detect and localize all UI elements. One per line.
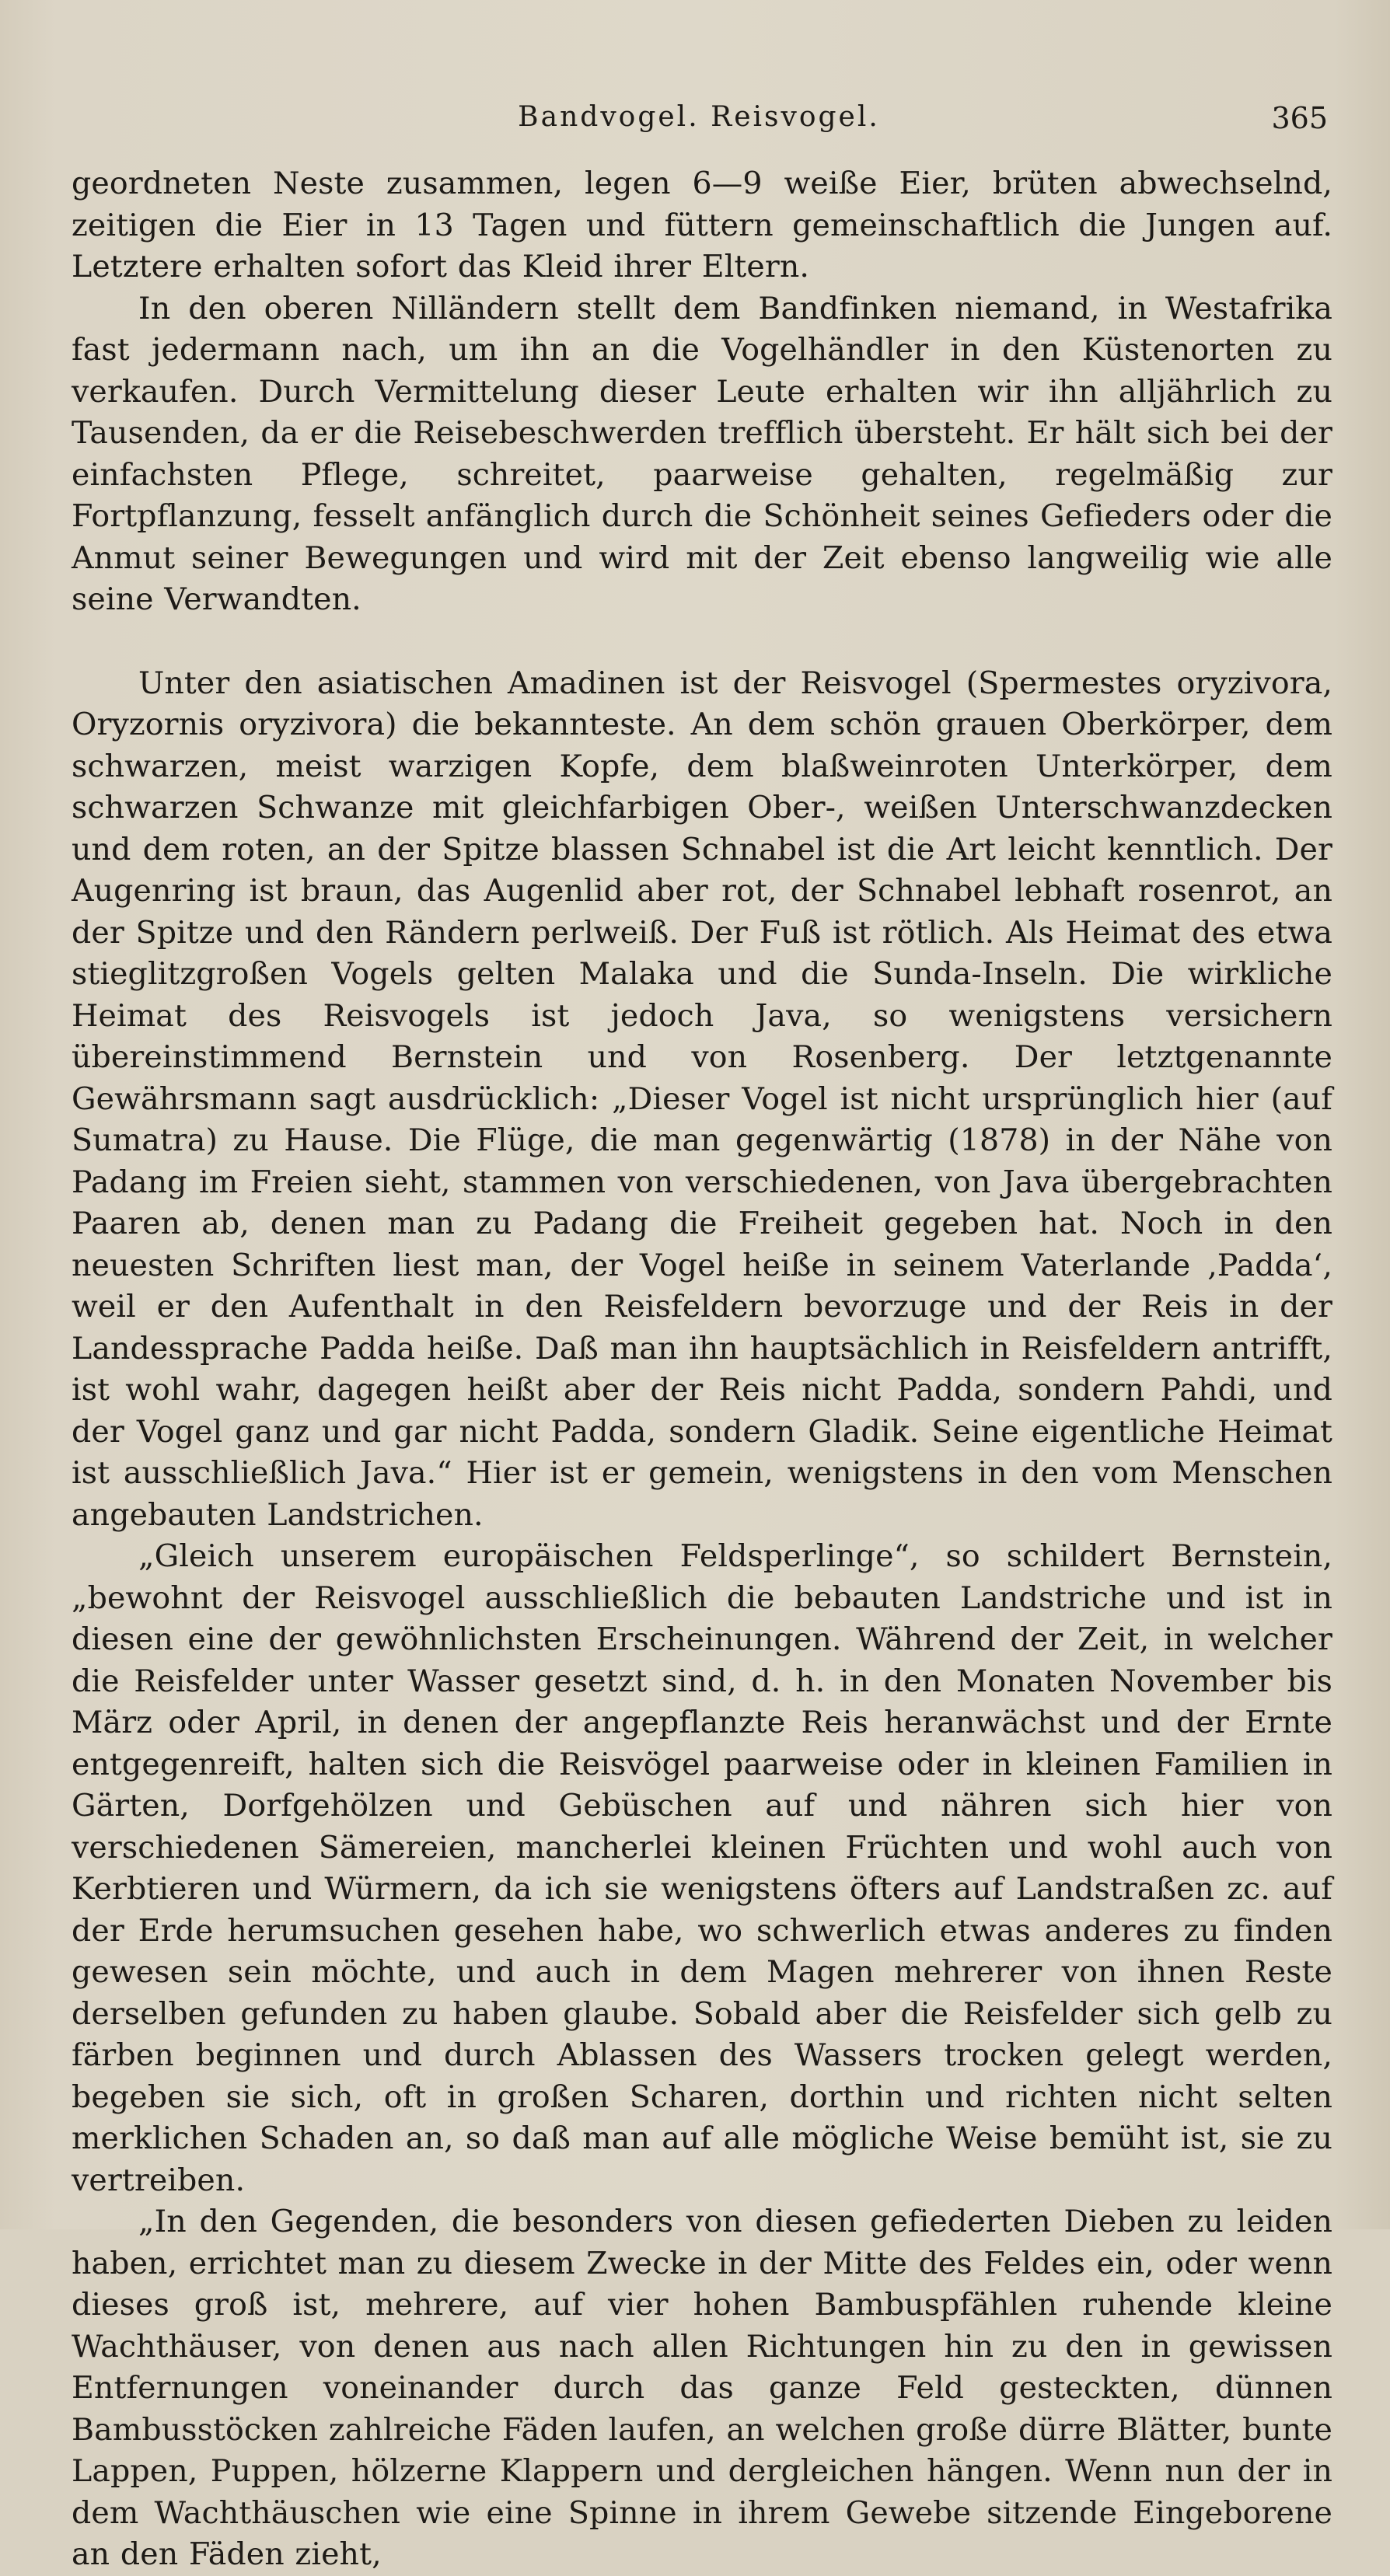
paragraph-5: „In den Gegenden, die besonders von diesen gefiederten Dieben zu leiden haben, errichtet man zu diesem Zwecke in der Mitte des Feldes ein, oder wenn dieses groß ist, mehrere, auf vier hohen Bambuspfählen ruhende kleine Wachthäuser, von denen aus nach allen Richtungen hin zu den in gewissen Entfernungen voneinander durch das ganze Feld gesteckten, dünnen Bambusstöcken zahlreiche Fäden laufen, an welchen große dürre Blätter, bunte Lappen, Puppen, hölzerne Klappern und dergleichen hängen. Wenn nun der in dem Wachthäuschen wie eine Spinne in ihrem Gewebe sitzende Eingeborene an den Fäden zieht,	[72, 2204, 1332, 2572]
paragraph-1: geordneten Neste zusammen, legen 6—9 weiße Eier, brüten abwechselnd, zeitigen die Eier in 13 Tagen und füttern gemeinschaftlich die Jungen auf. Letztere erhalten sofort das Kleid ihrer Eltern.	[72, 166, 1332, 284]
body-text	[72, 163, 1332, 2576]
paragraph-2: In den oberen Nilländern stellt dem Bandfinken niemand, in Westafrika fast jedermann nach, um ihn an die Vogelhändler in den Küstenorten zu verkaufen. Durch Vermittelung dieser Leute erhalten wir ihn alljährlich zu Tausenden, da er die Reisebeschwerden trefflich übersteht. Er hält sich bei der einfachsten Pflege, schreitet, paarweise gehalten, regelmäßig zur Fortpflanzung, fesselt anfänglich durch die Schönheit seines Gefieders oder die Anmut seiner Bewegungen und wird mit der Zeit ebenso langweilig wie alle seine Verwandten.	[72, 290, 1332, 617]
page-number: 365	[1271, 101, 1328, 135]
paragraph-3: Unter den asiatischen Amadinen ist der Reisvogel (Spermestes oryzivora, Oryzornis oryzivora) die bekannteste. An dem schön grauen Oberkörper, dem schwarzen, meist warzigen Kopfe, dem blaßweinroten Unterkörper, dem schwarzen Schwanze mit gleichfarbigen Ober-, weißen Unterschwanzdecken und dem roten, an der Spitze blassen Schnabel ist die Art leicht kenntlich. Der Augenring ist braun, das Augenlid aber rot, der Schnabel lebhaft rosenrot, an der Spitze und den Rändern perlweiß. Der Fuß ist rötlich. Als Heimat des etwa stieglitzgroßen Vogels gelten Malaka und die Sunda-Inseln. Die wirkliche Heimat des Reisvogels ist jedoch Java, so wenigstens versichern übereinstimmend Bernstein und von Rosenberg. Der letztgenannte Gewährsmann sagt ausdrücklich: „Dieser Vogel ist nicht ursprünglich hier (auf Sumatra) zu Hause. Die Flüge, die man gegenwärtig (1878) in der Nähe von Padang im Freien sieht, stammen von verschiedenen, von Java übergebrachten Paaren ab, denen man zu Padang die Freiheit gegeben hat. Noch in den neuesten Schriften liest man, der Vogel heiße in seinem Vaterlande ‚Padda‘, weil er den Aufenthalt in den Reisfeldern bevorzuge und der Reis in der Landessprache Padda heiße. Daß man ihn hauptsächlich in Reisfeldern antrifft, ist wohl wahr, dagegen heißt aber der Reis nicht Padda, sondern Pahdi, und der Vogel ganz und gar nicht Padda, sondern Gladik. Seine eigentliche Heimat ist ausschließlich Java.“ Hier ist er gemein, wenigstens in den vom Menschen angebauten Landstrichen.	[72, 665, 1332, 1533]
paragraph-4: „Gleich unserem europäischen Feldsperlinge“, so schildert Bernstein, „bewohnt der Reisvogel ausschließlich die bebauten Landstriche und ist in diesen eine der gewöhnlichsten Erscheinungen. Während der Zeit, in welcher die Reisfelder unter Wasser gesetzt sind, d. h. in den Monaten November bis März oder April, in denen der angepflanzte Reis heranwächst und der Ernte entgegenreift, halten sich die Reisvögel paarweise oder in kleinen Familien in Gärten, Dorfgehölzen und Gebüschen auf und nähren sich hier von verschiedenen Sämereien, mancherlei kleinen Früchten und wohl auch von Kerbtieren und Würmern, da ich sie wenigstens öfters auf Landstraßen zc. auf der Erde herumsuchen gesehen habe, wo schwerlich etwas anderes zu finden gewesen sein möchte, und auch in dem Magen mehrerer von ihnen Reste derselben gefunden zu haben glaube. Sobald aber die Reisfelder sich gelb zu färben beginnen und durch Ablassen des Wassers trocken gelegt werden, begeben sie sich, oft in großen Scharen, dorthin und richten nicht selten merklichen Schaden an, so daß man auf alle mögliche Weise bemüht ist, sie zu vertreiben.	[72, 1538, 1332, 2198]
running-head: Bandvogel. Reisvogel.	[518, 101, 880, 133]
page-header	[70, 101, 1328, 148]
